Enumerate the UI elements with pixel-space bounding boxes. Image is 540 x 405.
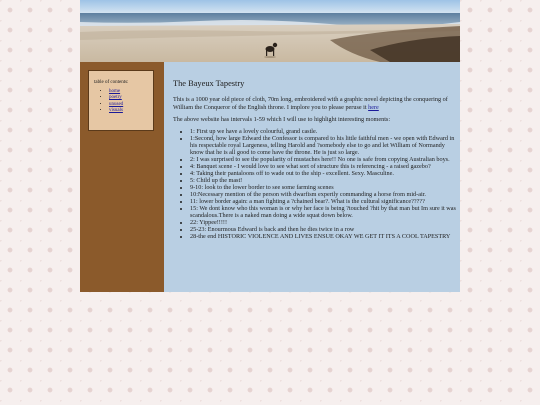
toc-title: table of contents: bbox=[94, 80, 129, 85]
list-item: • 15: We dont know who this woman is or why her face is being ?touched ?hit by that man but Im sure it was scandalous.There is a naked man doing a wide squat down below. bbox=[190, 205, 460, 219]
toc-item bbox=[109, 108, 150, 114]
list-item: • 4: Banquet scene - I would love to see what sort of structure this is referencing - a raised gazebo? bbox=[190, 163, 460, 170]
toc-list bbox=[92, 89, 150, 114]
list-item: • 9-10: look to the lower border to see some farming scenes bbox=[190, 184, 460, 191]
list-item: • 2: I was surprised to see the popularity of mustaches here!! No one is safe from copying Australian boys. bbox=[190, 156, 460, 163]
beach-photo bbox=[80, 0, 460, 62]
toc-link-unused[interactable]: unused bbox=[109, 101, 124, 107]
list-item: • 1:Second, how large Edward the Confessor is compared to his little faithful men - we open with Edward in his respectable royal Largeness, telling Harold and ?somebody else to go and let William of Normandy know that he is all good to come have the throne. He is just so large. bbox=[190, 135, 460, 156]
list-item: • 22: Yippee!!!!! bbox=[190, 219, 460, 226]
page-title: The Bayeux Tapestry bbox=[173, 79, 245, 88]
banner-image bbox=[80, 0, 460, 62]
sidebar bbox=[80, 62, 164, 292]
intervals-paragraph: The above website has intervals 1-59 which I will use to highlight interesting moments: bbox=[173, 115, 391, 123]
main-content bbox=[164, 62, 460, 292]
toc-link-poetry[interactable]: poetry bbox=[109, 95, 122, 101]
list-item: • 4: Taking their pantaloons off to wade out to the ship - excellent. Sexy. Masculine. bbox=[190, 170, 460, 177]
page-container bbox=[80, 0, 460, 292]
list-item: • 5: Child up the mast! bbox=[190, 177, 460, 184]
intro-paragraph bbox=[173, 96, 448, 110]
moments-list bbox=[173, 128, 460, 240]
table-of-contents bbox=[88, 70, 154, 131]
list-item: • 25-23: Enourmous Edward is back and then he dies twice in a row bbox=[190, 226, 460, 233]
tapestry-link[interactable]: here bbox=[368, 103, 379, 111]
toc-link-visuals[interactable]: visuals bbox=[109, 107, 123, 113]
list-item: • 10:Necessary mention of the person with dwarfism expertly commanding a horse from mid-air. bbox=[190, 191, 460, 198]
toc-link-home[interactable]: home bbox=[109, 89, 121, 94]
list-item: • 1: First up we have a lovely colourful, grand castle. bbox=[190, 128, 460, 135]
intro-text: This is a 1000 year old piece of cloth, 70m long, embroidered with a graphic novel depicting the conquering of William the Conqueror of the English throne. I implore you to please peruse it bbox=[173, 96, 448, 111]
list-item: • 11: lower border again: a man fighting a ?chained bear?. What is the cultural significance????? bbox=[190, 198, 460, 205]
list-item: • 28-the end HISTORIC VIOLENCE AND LIVES ENSUE OKAY WE GET IT ITS A COOL TAPESTRY bbox=[190, 233, 460, 240]
